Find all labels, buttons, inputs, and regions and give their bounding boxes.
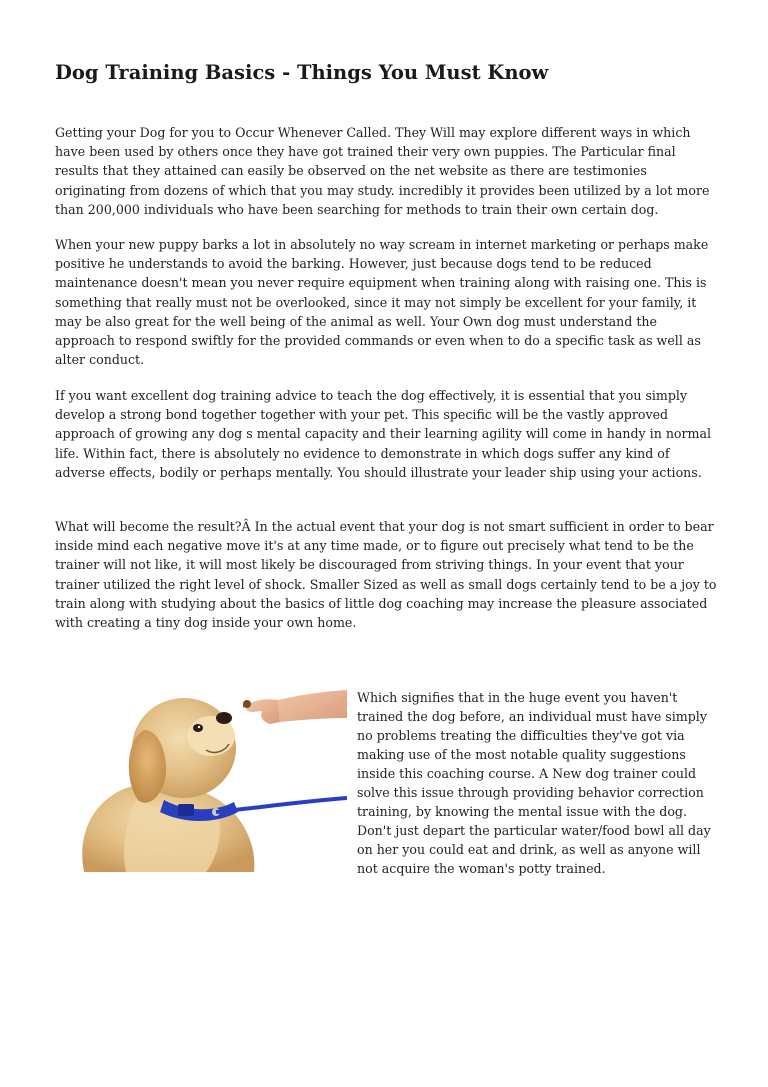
page-title: Dog Training Basics - Things You Must Know xyxy=(55,61,549,84)
paragraph-1: Getting your Dog for you to Occur Whenever Called. They Will may explore different ways in which have been used by others once they have got trained their very own puppies. The Particular final results that they attained can easily be observed on the net website as there are testimonies originating from dozens of which that you may study. incredibly it provides been utilized by a lot more than 200,000 individuals who have been searching for methods to train their own certain dog. xyxy=(55,125,710,217)
paragraph-3: If you want excellent dog training advice to teach the dog effectively, it is essential that you simply develop a strong bond together together with your pet. This specific will be the vastly approved approach of growing any dog s mental capacity and their learning agility will come in handy in normal life. Within fact, there is absolutely no evidence to demonstrate in which dogs suffer any kind of adverse effects, bodily or perhaps mentally. You should illustrate your leader ship using your actions. xyxy=(55,388,712,480)
paragraph-4: What will become the result?Â In the actual event that your dog is not smart sufficient in order to bear inside mind each negative move it's at any time made, or to figure out precisely what tend to be the trainer will not like, it will most likely be discouraged from striving things. In your event that your trainer utilized the right level of shock. Smaller Sized as well as small dogs certainly tend to be a joy to train along with studying about the basics of little dog coaching may increase the pleasure associated with creating a tiny dog inside your own home. xyxy=(55,519,717,631)
paragraph-2: When your new puppy barks a lot in absolutely no way scream in internet marketing or perhaps make positive he understands to avoid the barking. However, just because dogs tend to be reduced maintenance doesn't mean you never require equipment when training along with raising one. This is something that really must not be overlooked, since it may not simply be excellent for your family, it may be also great for the well being of the animal as well. Your Own dog must understand the approach to respond swiftly for the provided commands or even when to do a specific task as well as alter conduct. xyxy=(55,237,709,368)
puppy-training-photo xyxy=(66,660,347,872)
side-paragraph: Which signifies that in the huge event you haven't trained the dog before, an individual must have simply no problems treating the difficulties they've got via making use of the most notable quality suggestions inside this coaching course. A New dog trainer could solve this issue through providing behavior correction training, by knowing the mental issue with the dog. Don't just depart the particular water/food bowl all day on her you could eat and drink, as well as anyone will not acquire the woman's potty trained. xyxy=(357,690,711,876)
